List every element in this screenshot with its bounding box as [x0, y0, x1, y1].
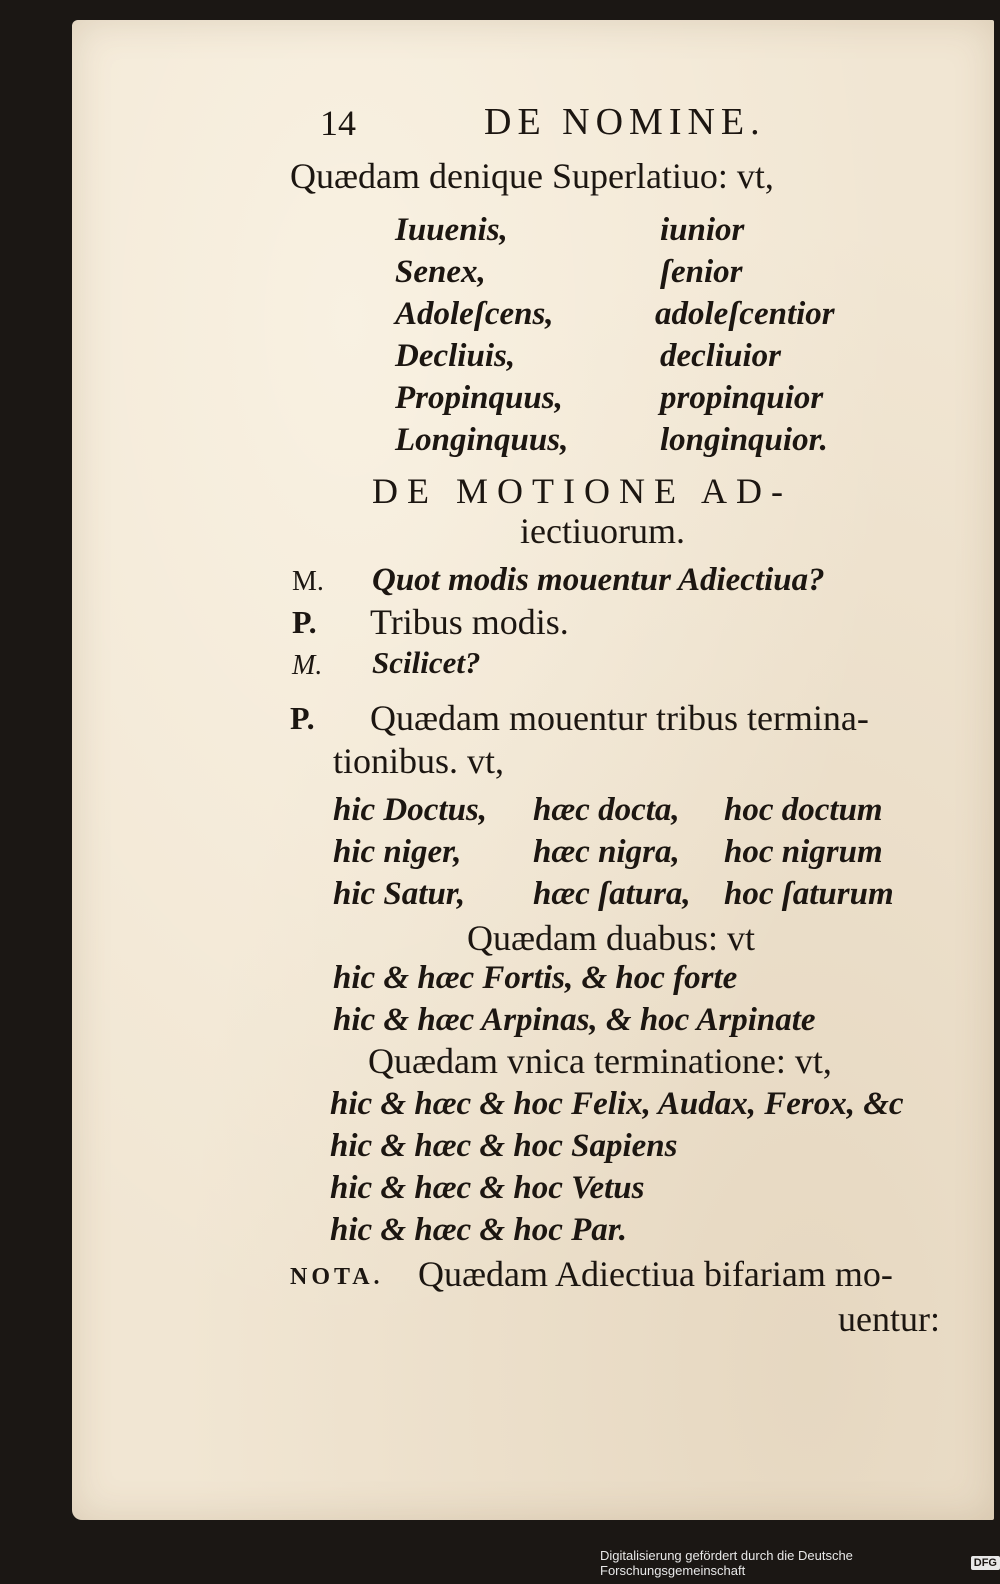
masculine-form: hic Doctus, [333, 792, 488, 828]
neuter-form: hoc doctum [724, 792, 883, 828]
one-termination-example: hic & hæc & hoc Sapiens [330, 1128, 678, 1164]
speaker-label: M. [292, 566, 324, 597]
nota-text: Quædam Adiectiua bifariam mo- [418, 1254, 893, 1294]
positive-word: Senex, [395, 254, 486, 290]
book-page [72, 20, 994, 1520]
two-terminations-intro: Quædam duabus: vt [467, 918, 755, 958]
digitization-credit [600, 1548, 1000, 1578]
dialogue-line: Quot modis mouentur Adiectiua? [372, 562, 825, 598]
masculine-form: hic niger, [333, 834, 462, 870]
dialogue-line-cont: tionibus. vt, [333, 741, 505, 781]
intro-line: Quædam denique Superlatiuo: vt, [290, 156, 774, 196]
comparative-word: longinquior. [660, 422, 828, 458]
nota-label: NOTA. [290, 1264, 384, 1290]
speaker-label: P. [292, 604, 317, 640]
one-termination-example: hic & hæc & hoc Vetus [330, 1170, 645, 1206]
one-termination-example: hic & hæc & hoc Par. [330, 1212, 628, 1248]
masculine-form: hic Satur, [333, 876, 466, 912]
comparative-word: decliuior [660, 338, 781, 374]
two-termination-example: hic & hæc Arpinas, & hoc Arpinate [333, 1002, 816, 1038]
section-heading-cont: iectiuorum. [520, 511, 685, 551]
credit-text: Digitalisierung gefördert durch die Deutsche Forschungsgemeinschaft [600, 1548, 853, 1578]
dialogue-line: Quædam mouentur tribus termina- [370, 698, 869, 738]
feminine-form: hæc ſatura, [533, 876, 691, 912]
positive-word: Iuuenis, [395, 212, 508, 248]
feminine-form: hæc nigra, [533, 834, 680, 870]
speaker-label: M. [292, 650, 323, 681]
feminine-form: hæc docta, [533, 792, 680, 828]
positive-word: Adoleſcens, [395, 296, 554, 332]
comparative-word: adoleſcentior [655, 296, 835, 332]
running-title: DE NOMINE. [484, 101, 766, 143]
dialogue-line: Tribus modis. [370, 602, 569, 642]
one-termination-example: hic & hæc & hoc Felix, Audax, Ferox, &c [330, 1086, 904, 1122]
nota-text-cont: uentur: [838, 1299, 940, 1339]
comparative-word: iunior [660, 212, 745, 248]
dialogue-line: Scilicet? [372, 645, 481, 680]
page-number: 14 [320, 103, 356, 143]
positive-word: Propinquus, [395, 380, 563, 416]
section-heading: DE MOTIONE AD- [372, 471, 792, 511]
positive-word: Decliuis, [395, 338, 516, 374]
neuter-form: hoc ſaturum [724, 876, 894, 912]
one-termination-intro: Quædam vnica terminatione: vt, [368, 1041, 832, 1081]
neuter-form: hoc nigrum [724, 834, 883, 870]
speaker-label: P. [290, 700, 315, 736]
comparative-word: ſenior [660, 254, 743, 290]
comparative-word: propinquior [660, 380, 824, 416]
positive-word: Longinquus, [395, 422, 569, 458]
two-termination-example: hic & hæc Fortis, & hoc forte [333, 960, 738, 996]
dfg-logo: DFG [971, 1556, 1000, 1570]
